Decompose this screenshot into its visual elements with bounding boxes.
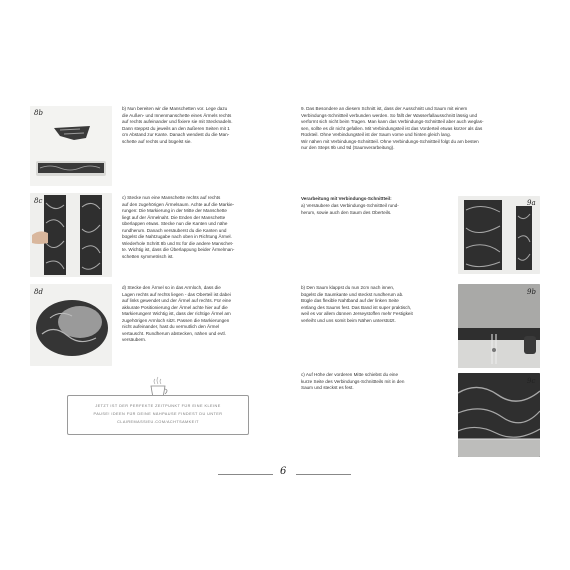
tip-line-3: CLAIREMASSIEU.COM/ACHTSAMKEIT xyxy=(117,420,199,424)
photo-8b-cuffs xyxy=(30,106,112,186)
photo-tag-9a: 9a xyxy=(527,199,536,207)
step-b-text xyxy=(122,106,272,145)
step-9a-text xyxy=(301,203,451,216)
text-line: weil es vor allem dünnen Jerseystoffen mehr Festigkeit xyxy=(301,311,413,316)
text-line: sen, sollte es dir nicht gefallen. Mit Verbindungsteil ist das Vorderteil etwas kürzer als das xyxy=(301,125,483,131)
text-line: Wir nähen mit Verbindungs-Schnittteil. Ohne Verbindungs-Schnittteil folgt du am besten xyxy=(301,138,479,144)
text-line: akkurate Positionierung der Ärmel achte hier auf die xyxy=(122,304,228,310)
text-line: Lagen rechts auf rechts liegen - das Oberteil ist dabei xyxy=(122,291,231,297)
text-line: entlang des Saums fest. Das Band ist super praktisch, xyxy=(301,304,412,310)
text-line: auf links gewendet und der Ärmel auf rechts. Für eine xyxy=(122,298,232,303)
text-line: rundherum. Danach versäuberst du die Kanten und xyxy=(122,227,227,233)
photo-9b-hem xyxy=(458,284,540,368)
photo-tag-9b: 9b xyxy=(527,288,536,296)
cuffs-illustration xyxy=(30,106,112,186)
text-line: nicht aufeinander, hast du vermutlich den Ärmel xyxy=(122,324,220,329)
text-line: versäubern. xyxy=(122,337,147,342)
photo-tag-9c: 9c xyxy=(527,377,536,385)
text-line: rungen: Die Markierung in der Mitte der Manschette xyxy=(122,208,227,213)
step-d-text xyxy=(122,285,272,344)
text-line: Rückteil. Ohne Verbindungsteil ist der Saum vorne und hinten gleich lang. xyxy=(301,132,451,137)
text-line: vertauscht. Rundherum abstecken, nähen und evtl. xyxy=(122,330,226,336)
step-9b-text xyxy=(301,285,451,324)
photo-tag-8c: 8c xyxy=(34,197,43,205)
armhole-illustration xyxy=(30,284,112,366)
photo-9c-pinned xyxy=(458,373,540,457)
photo-tag-8d: 8d xyxy=(34,288,43,296)
tip-line-2: PAUSE! IDEEN FÜR DEINE NÄHPAUSE FINDEST DU UNTER xyxy=(93,412,223,416)
footer-rule-left xyxy=(218,474,273,475)
section-heading: Verarbeitung mit Verbindungs-Schnittteil: xyxy=(301,196,392,201)
text-line: a) Versäubere das Verbindungs-Schnittteil rund- xyxy=(301,203,399,208)
text-line: te. Wichtig ist, dass die Überlappung beider Ärmelman- xyxy=(122,247,235,252)
text-line: bügelst die Nahtzugabe nach oben in Richtung Ärmel. xyxy=(122,234,232,239)
text-line: c) Stecke nun eine Manschette rechts auf rechts xyxy=(122,195,221,200)
text-line: c) Auf Höhe der vorderen Mitte schiebst du eine xyxy=(301,372,399,377)
text-line: auf rechts aufeinander und fixiere sie mit Stecknadeln. xyxy=(122,119,233,124)
text-line: kurze Seite des Verbindungs-Schnittteils mit in den xyxy=(301,378,405,384)
step-9-text xyxy=(301,106,541,152)
text-line: auf den zugehörigen Ärmelsaum. Achte auf die Markie- xyxy=(122,201,235,207)
tip-line-1: JETZT IST DER PERFEKTE ZEITPUNKT FÜR EINE KLEINE xyxy=(95,404,221,408)
photo-tag-8b: 8b xyxy=(34,109,43,117)
text-line: d) Stecke den Ärmel so in das Armloch, dass die xyxy=(122,285,221,290)
text-line: Bügle das flexible Nahtband auf der linken Seite xyxy=(301,298,399,303)
text-line: cm Abstand zur Kante. Danach wendest du die Man- xyxy=(122,132,230,137)
text-line: zugehörigen Armloch sitzt. Passen die Markierungen xyxy=(122,317,230,323)
tip-box xyxy=(67,395,249,435)
photo-8d-armhole xyxy=(30,284,112,366)
page-number: 6 xyxy=(280,466,287,477)
text-line: Verbindungs-Schnittteil verbunden werden. So fällt der Wasserfallausschnitt lässig und xyxy=(301,112,478,118)
sleeves-illustration xyxy=(30,193,112,277)
text-line: die Außen- und Innenmanschette eines Ärmels rechts xyxy=(122,112,232,118)
step-c-text xyxy=(122,195,272,260)
text-line: schetten symmetrisch ist. xyxy=(122,253,174,259)
text-line: Saum und steckst es fest. xyxy=(301,385,354,390)
footer-rule-right xyxy=(296,474,351,475)
text-line: bügelst die Saumkante und steckst rundherum ab. xyxy=(301,291,404,297)
text-line: 9. Das Besondere an diesem Schnitt ist, dass der Ausschnitt und Saum mit einem xyxy=(301,106,468,111)
text-line: Wiederhole Schritt 8b und 8c für die andere Manschet- xyxy=(122,240,234,246)
text-line: herum, sowie auch den Saum des Oberteils. xyxy=(301,209,392,215)
text-line: Dann steppst du jeweils an den äußeren Seiten mit 1 xyxy=(122,125,230,131)
text-line: überlappen etwas. Stecke nun die Kanten und nähe xyxy=(122,221,228,226)
photo-9a-strips xyxy=(458,196,540,274)
photo-8c-sleeves xyxy=(30,193,112,277)
text-line: liegt auf der Ärmelnaht. Die Enden der Manschette xyxy=(122,214,226,220)
text-line: b) Nun bereiten wir die Manschetten vor. Lege dazu xyxy=(122,106,228,111)
text-line: b) Den Saum klappst du nun 2cm nach innen, xyxy=(301,285,395,290)
text-line: Markierungen! Wichtig ist, dass der richtige Ärmel am xyxy=(122,311,231,316)
text-line: verleiht und uns somit beim Nähen unterstützt. xyxy=(301,317,396,323)
text-line: schette auf rechts und bügelst sie. xyxy=(122,138,192,144)
step-9c-text xyxy=(301,372,451,392)
strips-illustration xyxy=(458,196,540,274)
text-line: nur den Steps 9b und 9d (Saumverarbeitung). xyxy=(301,145,395,150)
text-line: verformt sich nicht beim Tragen. Man kann das Verbindungs-Schnittteil aber auch weglas- xyxy=(301,119,484,124)
hem-illustration xyxy=(458,284,540,368)
pinned-illustration xyxy=(458,373,540,457)
section-9-heading xyxy=(301,196,461,203)
